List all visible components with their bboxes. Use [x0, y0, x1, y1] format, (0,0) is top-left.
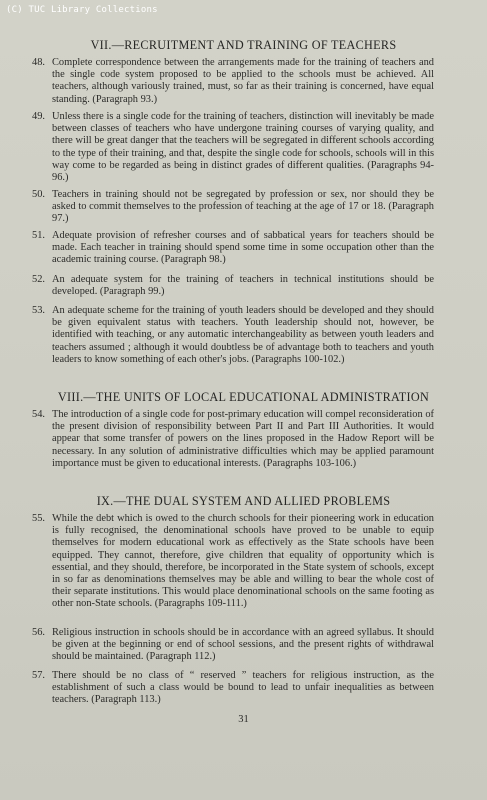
paragraph-number: 57.	[32, 670, 45, 681]
paragraph-49	[33, 111, 434, 184]
section-heading-ix: IX.—THE DUAL SYSTEM AND ALLIED PROBLEMS	[96, 494, 391, 508]
paragraph-51	[33, 230, 434, 267]
paragraph-number: 55.	[32, 513, 45, 524]
page-number: 31	[238, 714, 249, 725]
paragraph-56	[33, 627, 434, 664]
paragraph-54	[33, 409, 434, 470]
paragraph-number: 51.	[32, 230, 45, 241]
paragraph-number: 56.	[32, 627, 45, 638]
paragraph-text: Teachers in training should not be segregated by profession or sex, nor should they be asked to commit themselves to the profession of teaching at the age of 17 or 18. (Paragraph 97.)	[52, 189, 434, 225]
section-heading-vii: VII.—RECRUITMENT AND TRAINING OF TEACHERS	[90, 38, 397, 52]
paragraph-55	[33, 513, 434, 611]
paragraph-text: Complete correspondence between the arrangements made for the training of teachers and the single code system proposed to be applied to the schools must be achieved. All teachers, although variously trained, must, so far as their training is concerned, have equal standing. (Paragraph 93.)	[52, 57, 434, 105]
paragraph-text: There should be no class of “ reserved ” teachers for religious instruction, as the establishment of such a class would be bound to lead to unfair inequalities as between teachers. (Paragraph 113.)	[52, 670, 434, 706]
paragraph-number: 52.	[32, 274, 45, 285]
paragraph-text: The introduction of a single code for post-primary education will compel reconsideration of the present division of responsibility between Part II and Part III Authorities. It would appear that some transfer of powers on the lines proposed in the Hadow Report will be necessary. In any solution of administrative difficulties which may be applied paramount importance must be given to educational interests. (Paragraphs 103-106.)	[52, 409, 434, 469]
paragraph-text: Religious instruction in schools should be in accordance with an agreed syllabus. It should be given at the beginning or end of school sessions, and the present rights of withdrawal should be maintained. (Paragraph 112.)	[52, 627, 434, 663]
paragraph-text: Unless there is a single code for the training of teachers, distinction will inevitably be made between classes of teachers who have undergone training courses of varying quality, and there will be great danger that the teachers will be segregated in different schools according to the type of their training, and that, despite the single code for schools, schools will in this way come to be regarded as being in distinct grades of different qualities. (Paragraphs 94-96.)	[52, 111, 434, 184]
paragraph-number: 50.	[32, 189, 45, 200]
paragraph-57	[33, 670, 434, 707]
paragraph-number: 54.	[32, 409, 45, 420]
paragraph-52	[33, 274, 434, 298]
paragraph-number: 49.	[32, 111, 45, 122]
paragraph-48	[33, 57, 434, 106]
paragraph-text: An adequate system for the training of teachers in technical institutions should be developed. (Paragraph 99.)	[52, 274, 434, 298]
watermark: (C) TUC Library Collections	[6, 5, 158, 15]
paragraph-text: Adequate provision of refresher courses and of sabbatical years for teachers should be made. Each teacher in training should spend some time in some occupation other than the academic training course. (Paragraph 98.)	[52, 230, 434, 266]
section-heading-viii: VIII.—THE UNITS OF LOCAL EDUCATIONAL ADMINISTRATION	[57, 390, 430, 404]
paragraph-number: 48.	[32, 57, 45, 68]
paragraph-53	[33, 305, 434, 366]
paragraph-number: 53.	[32, 305, 45, 316]
paragraph-text: While the debt which is owed to the church schools for their pioneering work in education is fully recognised, the denominational schools have proved to be unable to equip themselves for modern educational work as effectively as the State schools have been equipped. They cannot, therefore, give children that equality of opportunity which is essential, and they should, therefore, be incorporated in the State system of schools, except in so far as denominations themselves may be able and willing to bear the whole cost of their separate institutions. This would place denominational schools on the same footing as other non-State schools. (Paragraphs 109-111.)	[52, 513, 434, 610]
paragraph-50	[33, 189, 434, 226]
paragraph-text: An adequate scheme for the training of youth leaders should be developed and they should be given equivalent status with teachers. Youth leadership should not, however, be identified with teaching, or any automatic interchangeability as between youth leaders and teachers assumed ; although it would doubtless be of advantage both to teachers and youth leaders to know something of each other's jobs. (Paragraphs 100-102.)	[52, 305, 434, 365]
